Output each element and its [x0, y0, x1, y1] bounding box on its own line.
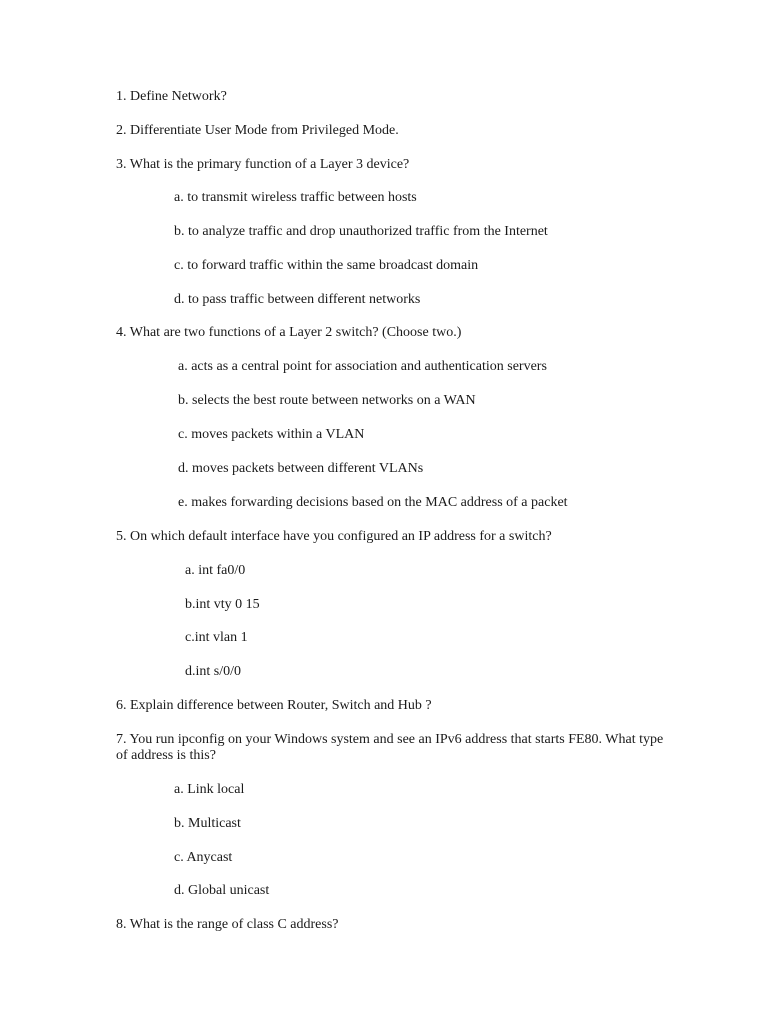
question-7-option-b: b. Multicast — [174, 816, 241, 831]
question-7: 7. You run ipconfig on your Windows system and see an IPv6 address that starts FE80. What type of address is this? — [116, 732, 664, 763]
question-1: 1. Define Network? — [116, 89, 227, 104]
question-7-option-c: c. Anycast — [174, 850, 233, 865]
question-7-option-d: d. Global unicast — [174, 883, 270, 898]
question-4-option-d: d. moves packets between different VLANs — [178, 461, 424, 476]
question-5-option-a: a. int fa0/0 — [185, 563, 246, 578]
question-4: 4. What are two functions of a Layer 2 switch? (Choose two.) — [116, 325, 462, 340]
question-5-option-c: c.int vlan 1 — [185, 630, 248, 645]
question-8: 8. What is the range of class C address? — [116, 917, 339, 932]
question-5-option-b: b.int vty 0 15 — [185, 597, 260, 612]
question-2: 2. Differentiate User Mode from Privileged Mode. — [116, 123, 399, 138]
question-7-option-a: a. Link local — [174, 782, 245, 797]
question-3-option-b: b. to analyze traffic and drop unauthorized traffic from the Internet — [174, 224, 548, 239]
question-5: 5. On which default interface have you configured an IP address for a switch? — [116, 529, 552, 544]
question-3-option-d: d. to pass traffic between different networks — [174, 292, 421, 307]
question-3: 3. What is the primary function of a Layer 3 device? — [116, 157, 410, 172]
question-3-option-a: a. to transmit wireless traffic between hosts — [174, 190, 417, 205]
question-3-option-c: c. to forward traffic within the same broadcast domain — [174, 258, 479, 273]
question-5-option-d: d.int s/0/0 — [185, 664, 242, 679]
question-4-option-c: c. moves packets within a VLAN — [178, 427, 365, 442]
question-4-option-a: a. acts as a central point for association and authentication servers — [178, 359, 547, 374]
question-6: 6. Explain difference between Router, Switch and Hub ? — [116, 698, 432, 713]
question-4-option-b: b. selects the best route between networks on a WAN — [178, 393, 476, 408]
question-4-option-e: e. makes forwarding decisions based on the MAC address of a packet — [178, 495, 568, 510]
